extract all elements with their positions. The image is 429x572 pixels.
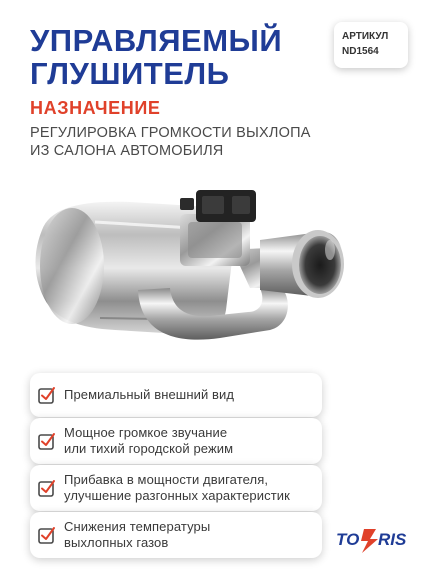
feature-item-2 (30, 418, 322, 464)
feature-line-2: или тихий городской режим (64, 441, 234, 456)
feature-item-1 (30, 373, 322, 417)
article-label: АРТИКУЛ (342, 31, 389, 42)
check-square-icon (30, 418, 64, 464)
feature-line-1: Премиальный внешний вид (64, 387, 235, 402)
purpose-line-2: ИЗ САЛОНА АВТОМОБИЛЯ (30, 143, 224, 159)
page-title (30, 24, 300, 90)
feature-line-2: улучшение разгонных характеристик (64, 488, 290, 503)
svg-text:TO: TO (336, 530, 360, 549)
brand-logo (334, 521, 418, 557)
title-line-2: ГЛУШИТЕЛЬ (30, 56, 230, 91)
feature-item-3 (30, 465, 322, 511)
feature-line-1: Мощное громкое звучание (64, 425, 228, 440)
purpose-line-1: РЕГУЛИРОВКА ГРОМКОСТИ ВЫХЛОПА (30, 125, 311, 141)
article-code: ND1564 (342, 46, 379, 57)
purpose-heading: НАЗНАЧЕНИЕ (30, 98, 161, 118)
muffler-image (20, 170, 410, 365)
svg-text:RIS: RIS (378, 530, 407, 549)
title-line-1: УПРАВЛЯЕМЫЙ (30, 23, 283, 58)
feature-text (64, 472, 290, 504)
feature-text (64, 425, 233, 457)
feature-line-1: Прибавка в мощности двигателя, (64, 472, 269, 487)
article-badge (334, 22, 408, 68)
check-square-icon (30, 373, 64, 417)
feature-line-2: выхлопных газов (64, 535, 169, 550)
feature-text (64, 519, 210, 551)
check-square-icon (30, 465, 64, 511)
feature-item-4 (30, 512, 322, 558)
feature-line-1: Снижения температуры (64, 519, 211, 534)
purpose-text (30, 124, 410, 160)
feature-text (64, 387, 234, 403)
check-square-icon (30, 512, 64, 558)
